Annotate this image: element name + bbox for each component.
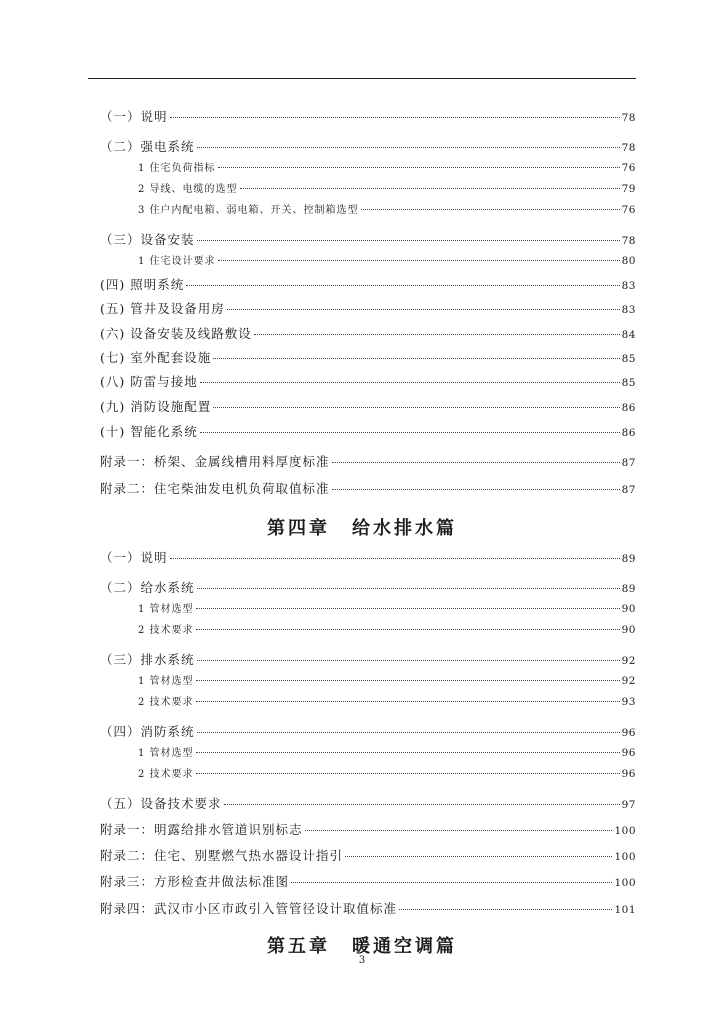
- toc-entry: [100, 874, 636, 890]
- toc-entry-page: 78: [621, 112, 636, 124]
- toc-entry-page: 100: [614, 825, 636, 837]
- toc-entry: [100, 202, 636, 218]
- toc-entry-page: 84: [621, 329, 636, 341]
- toc-entry-page: 83: [621, 280, 636, 292]
- toc-entry-label: 附录一：桥架、金属线槽用料厚度标准: [100, 454, 330, 469]
- toc-entry: [100, 901, 636, 917]
- dot-leader: [170, 558, 620, 559]
- toc-entry-label: （一）说明: [100, 550, 168, 565]
- toc-entry: [100, 277, 636, 293]
- toc-entry: [100, 745, 636, 761]
- toc-entry-page: 78: [621, 235, 636, 247]
- toc-entry-label: 1 住宅设计要求: [138, 256, 216, 267]
- dot-leader: [345, 856, 612, 857]
- toc-entry-label: (八) 防雷与接地: [100, 374, 198, 389]
- toc-entry: [100, 724, 636, 740]
- toc-entry: [100, 399, 636, 415]
- dot-leader: [291, 882, 612, 883]
- toc-entry-page: 86: [621, 402, 636, 414]
- toc-entry-label: (四) 照明系统: [100, 277, 185, 292]
- toc-entry-page: 87: [621, 484, 636, 496]
- dot-leader: [197, 588, 620, 589]
- page-number: 3: [358, 955, 366, 966]
- chapter-number: 第四章: [267, 518, 330, 539]
- toc-entry-page: 92: [621, 655, 636, 667]
- toc-entry-label: (十) 智能化系统: [100, 424, 198, 439]
- dot-leader: [213, 407, 619, 408]
- dot-leader: [399, 909, 612, 910]
- toc-entry-label: （二）强电系统: [100, 139, 195, 154]
- dot-leader: [197, 660, 620, 661]
- toc-entry-label: 3 住户内配电箱、弱电箱、开关、控制箱选型: [138, 205, 359, 216]
- toc-entry-label: （二）给水系统: [100, 580, 195, 595]
- toc-entry-label: （三）设备安装: [100, 232, 195, 247]
- toc-entry: [100, 326, 636, 342]
- toc-entry: [100, 601, 636, 617]
- toc-entry: [100, 350, 636, 366]
- toc-entry-label: 1 住宅负荷指标: [138, 163, 216, 174]
- toc-entry: [100, 424, 636, 440]
- toc-entry: [100, 652, 636, 668]
- toc-entry-page: 79: [621, 183, 636, 195]
- toc-entry-label: 2 技术要求: [138, 769, 194, 780]
- toc-entry-page: 76: [621, 162, 636, 174]
- toc-entry-page: 100: [614, 877, 636, 889]
- toc-entry-page: 97: [621, 799, 636, 811]
- toc-entry: [100, 822, 636, 838]
- toc-entry-label: (五) 管井及设备用房: [100, 301, 225, 316]
- dot-leader: [218, 167, 620, 168]
- dot-leader: [186, 285, 619, 286]
- dot-leader: [305, 830, 613, 831]
- toc-entry: [100, 694, 636, 710]
- chapter-title: 给水排水篇: [352, 518, 457, 539]
- toc-entry-page: 80: [621, 255, 636, 267]
- toc-entry-page: 83: [621, 304, 636, 316]
- toc-entry-page: 93: [621, 696, 636, 708]
- toc-entry: [100, 253, 636, 269]
- toc-entry: [100, 374, 636, 390]
- toc-entry-label: (九) 消防设施配置: [100, 399, 212, 414]
- toc-entry: [100, 454, 636, 470]
- toc-entry-page: 85: [621, 377, 636, 389]
- toc-entry-page: 76: [621, 204, 636, 216]
- dot-leader: [197, 240, 620, 241]
- toc-entry-label: （四）消防系统: [100, 724, 195, 739]
- dot-leader: [224, 804, 620, 805]
- dot-leader: [254, 334, 620, 335]
- dot-leader: [196, 608, 620, 609]
- toc-entry-page: 85: [621, 353, 636, 365]
- chapter-number: 第五章: [267, 936, 330, 957]
- toc-entry: [100, 622, 636, 638]
- toc-entry-label: 附录四：武汉市小区市政引入管管径设计取值标准: [100, 901, 398, 916]
- dot-leader: [200, 432, 620, 433]
- toc-entry-page: 92: [621, 675, 636, 687]
- dot-leader: [196, 701, 620, 702]
- toc-entry: [100, 301, 636, 317]
- toc-entry: [100, 181, 636, 197]
- toc-entry-page: 101: [614, 904, 636, 916]
- dot-leader: [200, 382, 620, 383]
- dot-leader: [196, 680, 620, 681]
- toc-entry-page: 87: [621, 457, 636, 469]
- toc-entry-page: 78: [621, 142, 636, 154]
- toc-entry-label: (六) 设备安装及线路敷设: [100, 326, 252, 341]
- header-rule: [88, 78, 636, 79]
- toc-entry-label: 1 管材选型: [138, 676, 194, 687]
- toc-entry-label: （三）排水系统: [100, 652, 195, 667]
- toc-entry-page: 90: [621, 624, 636, 636]
- toc-entry-label: 附录三：方形检查井做法标准图: [100, 874, 290, 889]
- toc-entry-page: 100: [614, 851, 636, 863]
- dot-leader: [361, 209, 620, 210]
- toc-entry: [100, 232, 636, 248]
- dot-leader: [213, 358, 619, 359]
- toc-entry-label: （五）设备技术要求: [100, 796, 222, 811]
- toc-entry-label: 2 导线、电缆的选型: [138, 184, 238, 195]
- toc-entry: [100, 796, 636, 812]
- dot-leader: [197, 732, 620, 733]
- toc-entry-page: 89: [621, 583, 636, 595]
- toc-entry: [100, 139, 636, 155]
- dot-leader: [196, 773, 620, 774]
- toc-entry-label: 1 管材选型: [138, 604, 194, 615]
- toc-entry-page: 89: [621, 553, 636, 565]
- toc-entry: [100, 109, 636, 125]
- dot-leader: [197, 147, 620, 148]
- toc-entry: [100, 580, 636, 596]
- toc-entry: [100, 160, 636, 176]
- toc-entry-label: 附录二：住宅柴油发电机负荷取值标准: [100, 481, 330, 496]
- toc-entry: [100, 848, 636, 864]
- toc-entry-page: 96: [621, 768, 636, 780]
- dot-leader: [240, 188, 620, 189]
- toc-entry-label: 2 技术要求: [138, 625, 194, 636]
- dot-leader: [170, 117, 620, 118]
- toc-entry-page: 96: [621, 747, 636, 759]
- dot-leader: [196, 752, 620, 753]
- toc-entry: [100, 550, 636, 566]
- toc-entry: [100, 481, 636, 497]
- toc-entry-label: 2 技术要求: [138, 697, 194, 708]
- chapter-title: 暖通空调篇: [352, 936, 457, 957]
- toc-entry-page: 90: [621, 603, 636, 615]
- dot-leader: [332, 489, 620, 490]
- dot-leader: [218, 260, 620, 261]
- toc-entry: [100, 673, 636, 689]
- toc-entry-page: 86: [621, 427, 636, 439]
- toc-entry: [100, 766, 636, 782]
- chapter-heading-4: [0, 514, 724, 540]
- toc-entry-page: 96: [621, 727, 636, 739]
- dot-leader: [227, 309, 620, 310]
- dot-leader: [332, 462, 620, 463]
- toc-entry-label: 附录二：住宅、别墅燃气热水器设计指引: [100, 848, 344, 863]
- dot-leader: [196, 629, 620, 630]
- toc-entry-label: (七) 室外配套设施: [100, 350, 212, 365]
- toc-entry-label: 附录一：明露给排水管道识别标志: [100, 822, 303, 837]
- toc-entry-label: 1 管材选型: [138, 748, 194, 759]
- toc-entry-label: （一）说明: [100, 109, 168, 124]
